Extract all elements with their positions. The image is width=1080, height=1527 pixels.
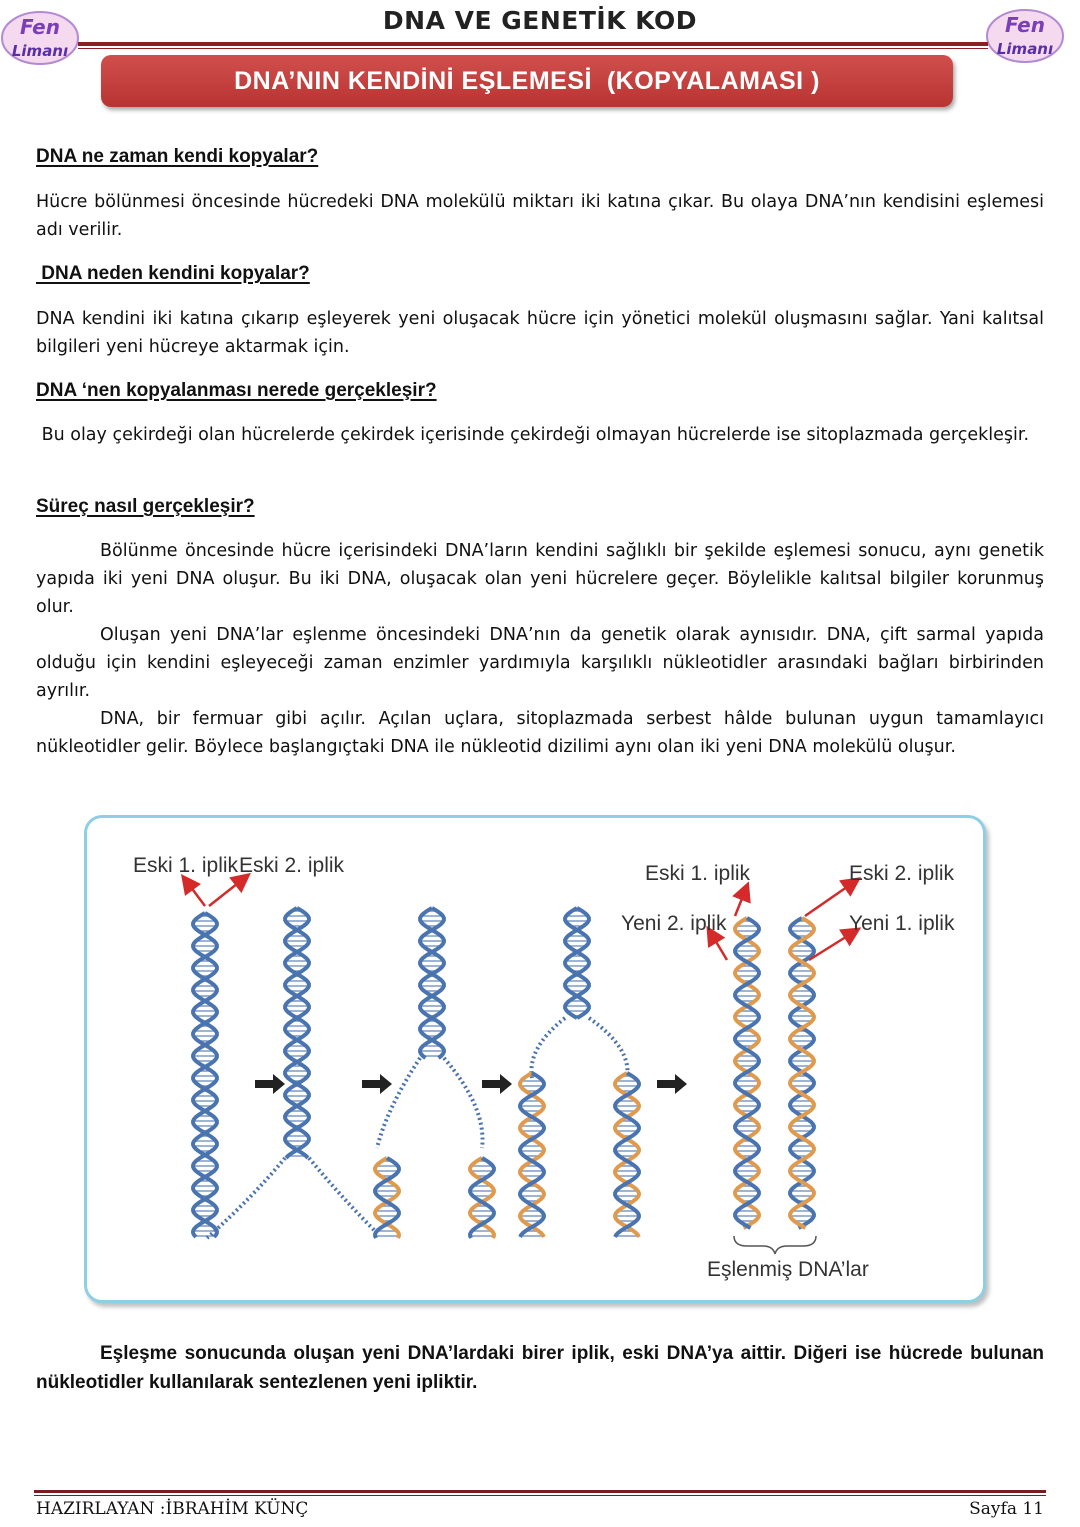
step-arrow-1 xyxy=(255,1074,285,1094)
strand-stage-3-right xyxy=(444,1058,483,1148)
heading-where: DNA ‘nen kopyalanması nerede gerçekleşir? xyxy=(36,380,437,401)
label-old2-left: Eski 2. iplik xyxy=(239,854,345,877)
page-title: DNA VE GENETİK KOD xyxy=(382,6,698,35)
footer-rule xyxy=(34,1490,1046,1493)
heading-how: Süreç nasıl gerçekleşir? xyxy=(36,496,255,517)
header-rule-thin xyxy=(78,48,988,49)
svg-text:Limanı: Limanı xyxy=(11,42,69,60)
strand-stage-3-left xyxy=(377,1058,420,1148)
label-replicated: Eşlenmiş DNA’lar xyxy=(707,1258,869,1281)
heading-when: DNA ne zaman kendi kopyalar? xyxy=(36,146,319,167)
svg-text:Fen: Fen xyxy=(1005,13,1045,37)
header-rule xyxy=(78,42,988,46)
pointer-old2-left xyxy=(209,876,247,906)
label-old1-left: Eski 1. iplik xyxy=(133,854,239,877)
paragraph-where: Bu olay çekirdeği olan hücrelerde çekirdek içerisinde çekirdeği olmayan hücrelerde ise sitoplazmada gerçekleşir. xyxy=(36,425,1030,445)
helix-stage-1 xyxy=(193,913,217,1237)
helix-stage-3 xyxy=(420,908,444,1058)
section-banner xyxy=(101,55,953,107)
paragraph-how-1: Bölünme öncesinde hücre içerisindeki DNA’ların kendini sağlıklı bir şekilde eşlemesi sonucu, aynı genetik yapıda iki yeni DNA oluşur. Bu iki DNA, oluşacak olan yeni hücrelere geçer. Böylelikle kalıtsal bilgiler korunmuş olur. xyxy=(36,541,1044,617)
dna-replication-diagram xyxy=(87,818,983,1300)
paragraph-when: Hücre bölünmesi öncesinde hücredeki DNA molekülü miktarı iki katına çıkar. Bu olaya DNA’nın kendisini eşlemesi adı verilir. xyxy=(36,192,1044,240)
helix-stage-2 xyxy=(285,908,309,1158)
helix-group xyxy=(193,908,814,1238)
label-new1-right: Yeni 1. iplik xyxy=(849,912,955,935)
pointer-old1-left xyxy=(184,878,205,906)
replicated-bracket xyxy=(734,1236,816,1254)
strand-stage-4-right xyxy=(589,1018,628,1078)
step-arrow-2 xyxy=(362,1074,392,1094)
label-old1-right: Eski 1. iplik xyxy=(645,862,751,885)
paragraph-how-2: Oluşan yeni DNA’lar eşlenme öncesindeki DNA’nın da genetik olarak aynısıdır. DNA, çift sarmal yapıda olduğu için kendini eşleyeceği zaman enzimler yardımıyla karşılıklı nükleotidler arasındaki bağları birbirinden ayrılır. xyxy=(36,625,1044,701)
helix-stage-3-left xyxy=(375,1158,399,1238)
svg-text:Fen: Fen xyxy=(20,15,60,39)
helix-stage-4 xyxy=(565,908,589,1018)
helix-stage-3-right xyxy=(470,1158,494,1238)
helix-stage-4-right xyxy=(615,1073,639,1237)
strand-stage-4-left xyxy=(531,1018,565,1078)
strand-stage-2-left xyxy=(207,1158,285,1238)
footer-rule-thin xyxy=(34,1495,1046,1496)
svg-text:Limanı: Limanı xyxy=(996,40,1054,58)
label-new2-right: Yeni 2. iplik xyxy=(621,912,727,935)
helix-stage-4-left xyxy=(520,1073,544,1237)
pointer-old1-right xyxy=(735,886,747,916)
step-arrow-3 xyxy=(482,1074,512,1094)
step-arrow-4 xyxy=(657,1074,687,1094)
banner-title: DNA’NIN KENDİNİ EŞLEMESİ (KOPYALAMASI ) xyxy=(234,66,820,95)
pointer-old2-right xyxy=(805,880,857,916)
helix-replicated-2 xyxy=(790,918,814,1228)
footer-author: HAZIRLAYAN :İBRAHİM KÜNÇ xyxy=(36,1499,309,1519)
helix-replicated-1 xyxy=(735,918,759,1228)
strand-stage-2-right xyxy=(309,1158,377,1233)
conclusion-text: Eşleşme sonucunda oluşan yeni DNA’lardaki birer iplik, eski DNA’ya aittir. Diğeri ise hücrede bulunan nükleotidler kullanılarak sentezlenen yeni ipliktir. xyxy=(36,1343,1044,1393)
paragraph-why: DNA kendini iki katına çıkarıp eşleyerek yeni oluşacak hücre için yönetici molekül oluşmasını sağlar. Yani kalıtsal bilgileri yeni hücreye aktarmak için. xyxy=(36,309,1044,357)
paragraph-how-3: DNA, bir fermuar gibi açılır. Açılan uçlara, sitoplazmada serbest hâlde bulunan uygun tamamlayıcı nükleotidler gelir. Böylece başlangıçtaki DNA ile nükleotid dizilimi aynı olan iki yeni DNA molekülü oluşur. xyxy=(36,709,1044,757)
page-number: Sayfa 11 xyxy=(969,1499,1044,1519)
heading-why: DNA neden kendini kopyalar? xyxy=(36,263,310,284)
label-old2-right: Eski 2. iplik xyxy=(849,862,955,885)
dna-replication-figure xyxy=(84,815,986,1303)
